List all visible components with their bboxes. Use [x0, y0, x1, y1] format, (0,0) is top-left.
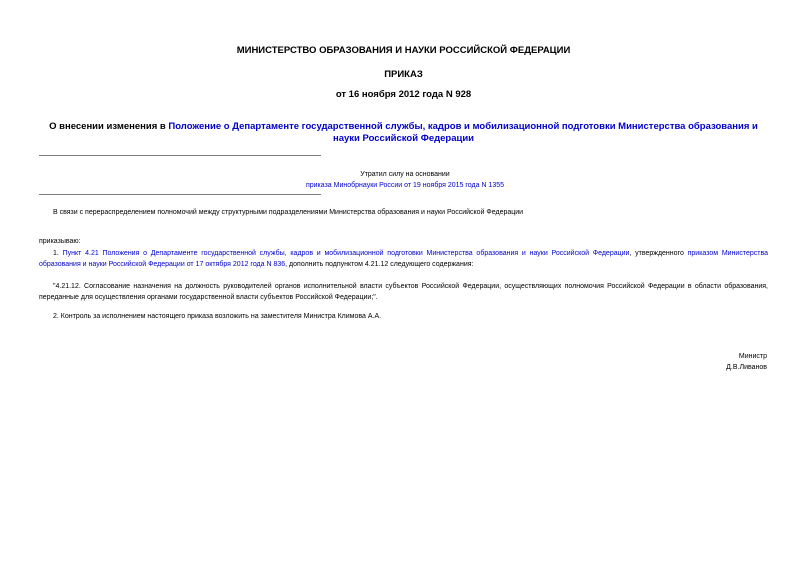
- item-1-link-regulation[interactable]: Пункт 4.21 Положения о Департаменте государственной службы, кадров и мобилизационной подготовки Министерства образования и науки Российской Федерации: [62, 250, 630, 257]
- document-type-heading: ПРИКАЗ: [384, 69, 423, 80]
- document-date-number: от 16 ноября 2012 года N 928: [335, 89, 472, 100]
- ministry-heading: МИНИСТЕРСТВО ОБРАЗОВАНИЯ И НАУКИ РОССИЙСКОЙ ФЕДЕРАЦИИ: [236, 45, 571, 56]
- signature-block: [726, 352, 767, 373]
- item-2-paragraph: 2. Контроль за исполнением настоящего приказа возложить на заместителя Министра Климова А.А.: [53, 313, 382, 320]
- status-note-link[interactable]: приказа Минобрнауки России от 19 ноября 2015 года N 1355: [305, 182, 505, 189]
- item-1-suffix: , дополнить подпунктом 4.21.12 следующего содержания:: [285, 260, 474, 268]
- title-link[interactable]: Положение о Департаменте государственной службы, кадров и мобилизационной подготовки Министерства образования и науки Российской Федерации: [168, 121, 758, 144]
- divider-bottom: [39, 194, 321, 195]
- intro-paragraph: В связи с перераспределением полномочий между структурными подразделениями Министерства образования и науки Российской Федерации: [53, 209, 524, 216]
- document-title: [40, 121, 767, 145]
- item-1-prefix: 1.: [53, 250, 63, 257]
- signature-position: Министр: [738, 353, 767, 360]
- order-word: приказываю:: [39, 238, 81, 245]
- quoted-subclause: "4.21.12. Согласование назначения на должность руководителей органов исполнительной власти субъектов Российской Федерации, осуществляющих полномочия Российской Федерации в области образования, переданные для осуществления органами государственной власти субъектов Российской Федерации;".: [39, 283, 768, 301]
- item-1-mid: , утвержденного: [629, 250, 688, 257]
- item-1-paragraph: [39, 249, 768, 270]
- status-note: [260, 169, 550, 191]
- status-note-text: Утратил силу на основании: [360, 171, 450, 178]
- title-prefix: О внесении изменения в: [49, 121, 169, 132]
- signature-name: Д.В.Ливанов: [726, 363, 767, 371]
- item-1-link-order[interactable]: приказом Министерства образования и науки Российской Федерации от 17 октября 2012 года N 836: [39, 250, 768, 268]
- divider-top: [39, 155, 321, 156]
